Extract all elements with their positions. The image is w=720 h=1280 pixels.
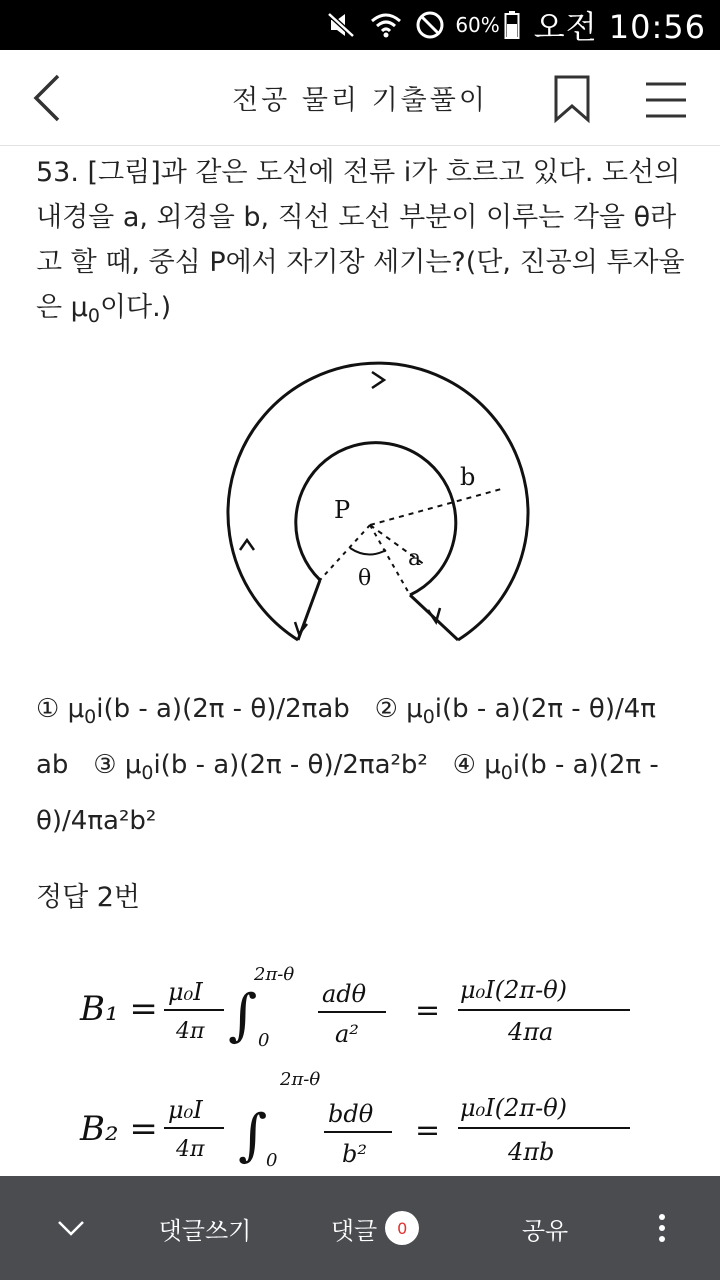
back-arrow-icon — [24, 72, 74, 124]
battery-percent: 60% — [455, 13, 500, 37]
comment-count-badge: 0 — [385, 1211, 419, 1245]
question-body: 53. [그림]과 같은 도선에 전류 i가 흐르고 있다. 도선의 내경을 a, 외경을 b, 직선 도선 부분이 이루는 각을 θ라고 할 때, 중심 P에서 자기장 세기는?(단, 진공의 투자율은 μ — [36, 157, 685, 323]
sol2-coef-num: μ₀I — [168, 1096, 203, 1124]
hamburger-menu-icon — [644, 80, 688, 120]
choice-formula: i(b - a)(2π - θ)/4πa²b² — [36, 750, 659, 836]
choice-formula: i(b - a)(2π - θ)/2πa²b² — [153, 750, 428, 780]
question-text — [36, 150, 686, 339]
sol2-integral: ∫ — [238, 1103, 268, 1168]
sol1-integrand-num: adθ — [322, 980, 367, 1008]
sol2-coef-den: 4π — [176, 1137, 205, 1162]
sol2-eq: = — [415, 1113, 441, 1148]
wifi-icon — [369, 10, 403, 40]
sol1-res-den: 4πa — [508, 1018, 554, 1046]
theta-arc — [350, 548, 386, 555]
label-a: a — [408, 546, 422, 571]
back-button[interactable] — [24, 72, 74, 124]
sol2-res-den: 4πb — [508, 1138, 555, 1166]
sol1-lhs: B₁ = — [80, 989, 158, 1029]
dash-right — [370, 525, 410, 595]
choice-3[interactable] — [93, 750, 428, 784]
write-comment-button[interactable]: 댓글쓰기 — [158, 1216, 252, 1245]
question-end: 이다.) — [99, 292, 172, 323]
choice-sub: 0 — [141, 762, 154, 784]
choice-mu: μ — [406, 694, 423, 724]
comments-label: 댓글 — [330, 1216, 378, 1245]
bookmark-button[interactable] — [552, 74, 592, 124]
sol1-integrand-den: a² — [335, 1020, 359, 1048]
status-bar — [0, 0, 720, 50]
clock: 오전 10:56 — [533, 8, 706, 46]
more-vertical-icon — [657, 1213, 667, 1243]
choice-formula: i(b - a)(2π - θ)/2πab — [96, 694, 350, 724]
blocked-icon — [415, 10, 445, 40]
outer-arc — [228, 363, 528, 640]
sol2-integrand-den: b² — [342, 1140, 367, 1168]
comments-button[interactable] — [310, 1176, 440, 1280]
choice-1[interactable] — [36, 694, 350, 728]
sol1-eq: = — [415, 993, 441, 1028]
arrow-top — [372, 372, 384, 388]
battery-icon — [504, 10, 520, 40]
sol1-coef-num: μ₀I — [168, 978, 203, 1006]
handwritten-solution — [60, 950, 680, 1180]
sol2-res-num: μ₀I(2π-θ) — [460, 1094, 568, 1122]
label-p: P — [334, 496, 351, 524]
answer-text: 정답 2번 — [36, 882, 141, 913]
chevron-down-icon — [56, 1219, 86, 1237]
share-button[interactable]: 공유 — [521, 1216, 569, 1245]
choice-sub: 0 — [84, 706, 97, 728]
menu-button[interactable] — [644, 80, 688, 120]
mute-icon — [325, 10, 357, 40]
choice-mu: μ — [67, 694, 85, 724]
choice-mu: μ — [124, 750, 142, 780]
choice-formula: i(b - a)(2π - θ)/4π ab — [36, 694, 656, 780]
sol2-int-lower: 0 — [266, 1150, 278, 1171]
choice-sub: 0 — [500, 762, 513, 784]
sol1-integral: ∫ — [228, 983, 258, 1048]
sol1-int-lower: 0 — [258, 1030, 270, 1051]
label-theta: θ — [358, 566, 372, 591]
choice-num: ① — [36, 694, 60, 724]
sol1-int-upper: 2π-θ — [254, 964, 295, 985]
wire-diagram — [200, 360, 530, 660]
sol2-integrand-num: bdθ — [328, 1100, 374, 1128]
choice-sub: 0 — [422, 706, 435, 728]
choice-mu: μ — [484, 750, 501, 780]
sol2-int-upper: 2π-θ — [280, 1069, 321, 1090]
label-b: b — [460, 463, 476, 491]
bookmark-icon — [552, 74, 592, 124]
choice-num: ② — [374, 694, 398, 724]
choice-num: ④ — [452, 750, 476, 780]
sol2-lhs: B₂ = — [80, 1109, 158, 1149]
collapse-button[interactable] — [36, 1176, 106, 1280]
choices — [36, 685, 696, 845]
inner-arc — [296, 443, 456, 595]
more-options-button[interactable] — [640, 1176, 684, 1280]
choice-num: ③ — [93, 750, 117, 780]
app-header — [0, 50, 720, 146]
page-title: 전공 물리 기출풀이 — [232, 85, 488, 116]
mu-subscript: 0 — [87, 305, 100, 327]
bottom-action-bar — [0, 1176, 720, 1280]
radius-b — [370, 488, 505, 525]
arrow-left — [240, 540, 254, 550]
sol1-coef-den: 4π — [176, 1019, 205, 1044]
sol1-res-num: μ₀I(2π-θ) — [460, 976, 568, 1004]
